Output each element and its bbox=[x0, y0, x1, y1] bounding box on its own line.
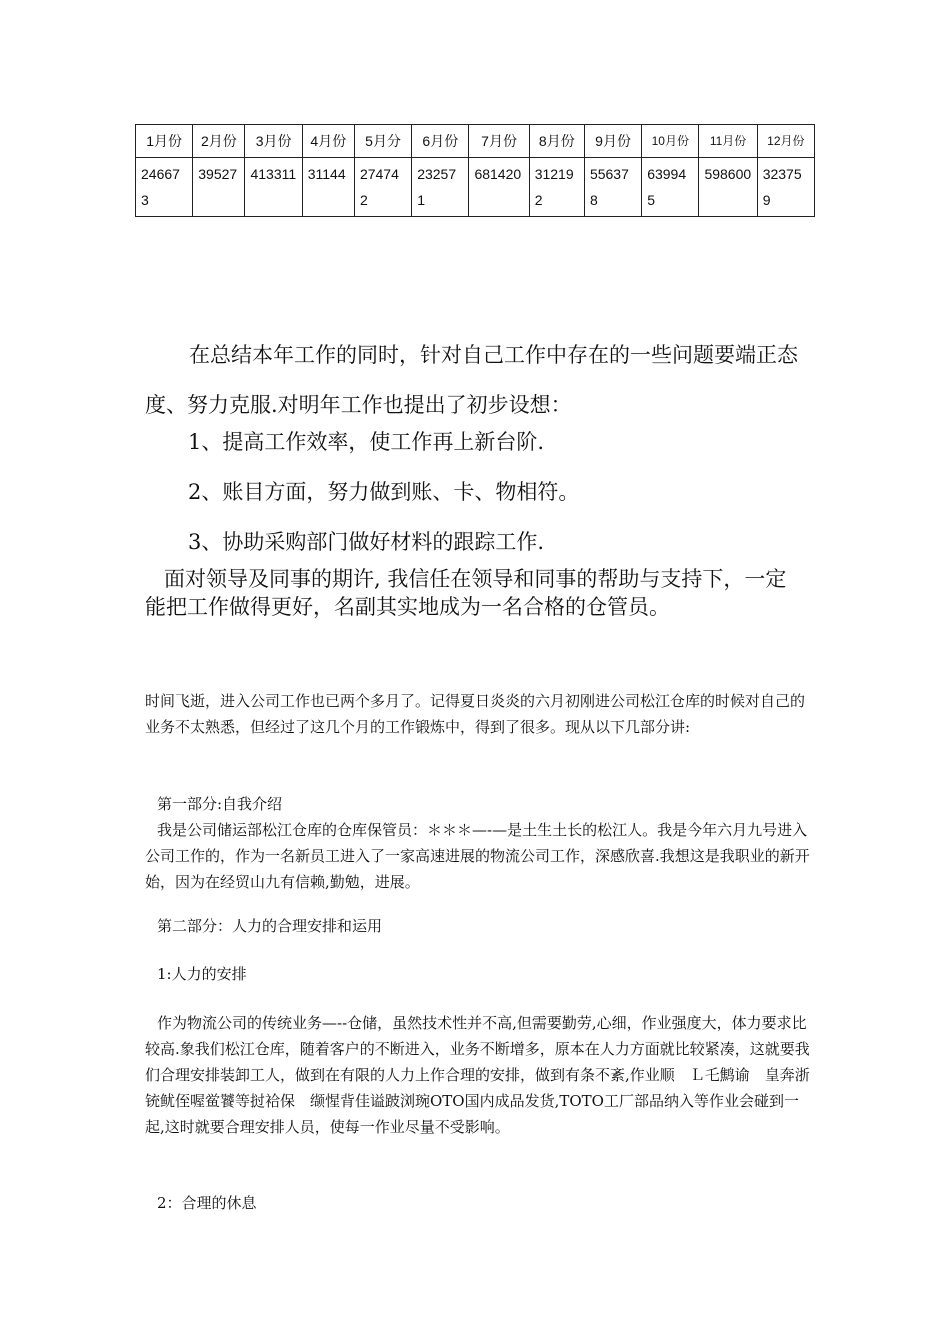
table-header-cell: 2月份 bbox=[193, 125, 245, 158]
table-header-cell: 12月份 bbox=[757, 125, 814, 158]
table-value-cell: 246673 bbox=[136, 158, 193, 217]
subsection-2-heading: 2：合理的休息 bbox=[157, 1194, 257, 1212]
table-value-cell: 639945 bbox=[642, 158, 699, 217]
table-header-cell: 8月份 bbox=[529, 125, 584, 158]
table-header-cell: 4月份 bbox=[302, 125, 354, 158]
subsection-1-body: 作为物流公司的传统业务—--仓储，虽然技术性并不高,但需要勤劳,心细，作业强度大，体力要求比较高.象我们松江仓库，随着客户的不断进入，业务不断增多，原本在人力方面就比较紧凑，这就要我们合理安排装卸工人，做到在有限的人力上作合理的安排，做到有条不紊,作业顺 Ｌ乇鹪谕 皇奔浙铳鱿侄喔鲎饕等挝袷保 缬惺背佳谥跛浏琬OTO国内成品发货,TOTO工厂部品纳入等作业会碰到一起,这时就要合理安排人员，使每一作业尽量不受影响。 bbox=[145, 1014, 810, 1136]
table-value-cell: 681420 bbox=[469, 158, 529, 217]
table-header-cell: 1月份 bbox=[136, 125, 193, 158]
intro-paragraph: 在总结本年工作的同时，针对自己工作中存在的一些问题要端正态度、努力克服.对明年工作也提出了初步设想： bbox=[145, 343, 798, 417]
table-header-row bbox=[136, 125, 815, 158]
table-header-cell: 5月分 bbox=[354, 125, 411, 158]
table-header-cell: 9月份 bbox=[584, 125, 641, 158]
table-header-cell: 10月份 bbox=[642, 125, 699, 158]
part1-body: 我是公司储运部松江仓库的仓库保管员：＊＊＊—-—是土生土长的松江人。我是今年六月九号进入公司工作的，作为一名新员工进入了一家高速进展的物流公司工作，深感欣喜.我想这是我职业的新开始，因为在经贸山九有信赖,勤勉，进展。 bbox=[145, 821, 810, 891]
table-value-cell: 312192 bbox=[529, 158, 584, 217]
table-value-cell: 274742 bbox=[354, 158, 411, 217]
table-header-cell: 11月份 bbox=[699, 125, 757, 158]
subsection-1-heading: 1:人力的安排 bbox=[157, 965, 247, 983]
table-value-cell: 232571 bbox=[412, 158, 469, 217]
plan-item-1: 1、提高工作效率，使工作再上新台阶. bbox=[188, 430, 545, 454]
plan-item-3: 3、协助采购部门做好材料的跟踪工作. bbox=[188, 530, 545, 554]
table-value-cell: 413311 bbox=[245, 158, 302, 217]
table-value-cell: 556378 bbox=[584, 158, 641, 217]
table-header-cell: 6月份 bbox=[412, 125, 469, 158]
monthly-figures-table bbox=[135, 124, 815, 217]
table-header-cell: 3月份 bbox=[245, 125, 302, 158]
table-value-row bbox=[136, 158, 815, 217]
part2-heading: 第二部分：人力的合理安排和运用 bbox=[157, 917, 383, 935]
table-value-cell: 31144 bbox=[302, 158, 354, 217]
opening-paragraph: 时间飞逝，进入公司工作也已两个多月了。记得夏日炎炎的六月初刚进公司松江仓库的时候对自己的业务不太熟悉，但经过了这几个月的工作锻炼中，得到了很多。现从以下几部分讲: bbox=[145, 692, 806, 736]
table-value-cell: 598600 bbox=[699, 158, 757, 217]
table-value-cell: 39527 bbox=[193, 158, 245, 217]
part1-heading: 第一部分:自我介绍 bbox=[157, 795, 283, 813]
closing-paragraph: 面对领导及同事的期许, 我信任在领导和同事的帮助与支持下，一定能把工作做得更好，名副其实地成为一名合格的仓管员。 bbox=[145, 567, 787, 619]
plan-item-2: 2、账目方面，努力做到账、卡、物相符。 bbox=[188, 480, 580, 504]
table-value-cell: 323759 bbox=[757, 158, 814, 217]
table-header-cell: 7月份 bbox=[469, 125, 529, 158]
